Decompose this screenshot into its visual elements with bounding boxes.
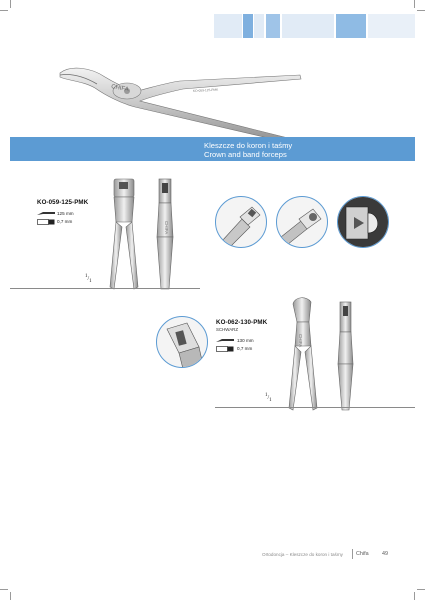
crop-mark bbox=[414, 0, 415, 8]
strip-block bbox=[243, 14, 253, 38]
footer-brand: Chifa bbox=[356, 551, 369, 557]
tip-size-value: 0,7 mm bbox=[57, 219, 73, 224]
tip-size-icon bbox=[37, 219, 55, 225]
strip-block bbox=[368, 14, 415, 38]
tip-detail-circle bbox=[215, 196, 267, 248]
strip-block bbox=[336, 14, 366, 38]
tip-detail-image bbox=[157, 317, 208, 368]
length-icon bbox=[216, 338, 234, 343]
tip-detail-circle bbox=[156, 316, 208, 368]
title-english: Crown and band forceps bbox=[204, 150, 287, 159]
scale-label: $^1/_1$ bbox=[85, 274, 92, 285]
crop-mark bbox=[10, 0, 11, 8]
length-value: 130 mm bbox=[237, 338, 254, 343]
title-polish: Kleszcze do koron i taśmy bbox=[204, 141, 293, 150]
footer-section-label: Ortodoncja – Kleszcze do koron i taśmy bbox=[262, 552, 343, 557]
tip-size-value: 0,7 mm bbox=[237, 346, 253, 351]
hero-forceps-image bbox=[55, 55, 305, 150]
forceps-engraving: CHIFA bbox=[298, 334, 303, 348]
tip-detail-circle bbox=[337, 196, 389, 248]
scale-den: 1 bbox=[89, 279, 92, 285]
forceps-side-view bbox=[285, 294, 365, 412]
length-value: 125 mm bbox=[57, 211, 74, 216]
page-number: 49 bbox=[382, 551, 388, 557]
tip-detail-image bbox=[216, 197, 267, 248]
scale-den: 1 bbox=[269, 398, 272, 404]
footer-separator bbox=[352, 549, 353, 559]
forceps-side-view bbox=[105, 177, 185, 292]
strip-block bbox=[254, 14, 264, 38]
forceps-engraving: CHIFA bbox=[164, 221, 169, 235]
crop-mark bbox=[0, 589, 8, 590]
length-icon bbox=[37, 211, 55, 216]
product-baseline bbox=[10, 288, 200, 289]
tip-detail-image bbox=[277, 197, 328, 248]
crop-mark bbox=[414, 592, 415, 600]
hero-brand-engraving: CHIFA bbox=[110, 84, 130, 94]
section-title-banner bbox=[10, 137, 415, 161]
crop-mark bbox=[417, 10, 425, 11]
strip-block bbox=[214, 14, 242, 38]
product-variant: SCHWARZ bbox=[216, 327, 239, 332]
product-baseline bbox=[215, 407, 415, 408]
crop-mark bbox=[417, 589, 425, 590]
crop-mark bbox=[10, 592, 11, 600]
tip-size-icon bbox=[216, 346, 234, 352]
tip-detail-image bbox=[338, 197, 389, 248]
strip-block bbox=[266, 14, 280, 38]
scale-num: 1 bbox=[265, 393, 268, 398]
strip-block bbox=[282, 14, 334, 38]
product-code: KO-059-125-PMK bbox=[37, 199, 89, 206]
hero-code-engraving: KO-059-125-PMK bbox=[192, 87, 219, 93]
product-code: KO-062-130-PMK bbox=[216, 319, 268, 326]
scale-label: $^1/_1$ bbox=[265, 393, 272, 404]
crop-mark bbox=[0, 10, 8, 11]
scale-num: 1 bbox=[85, 274, 88, 279]
tip-detail-circle bbox=[276, 196, 328, 248]
